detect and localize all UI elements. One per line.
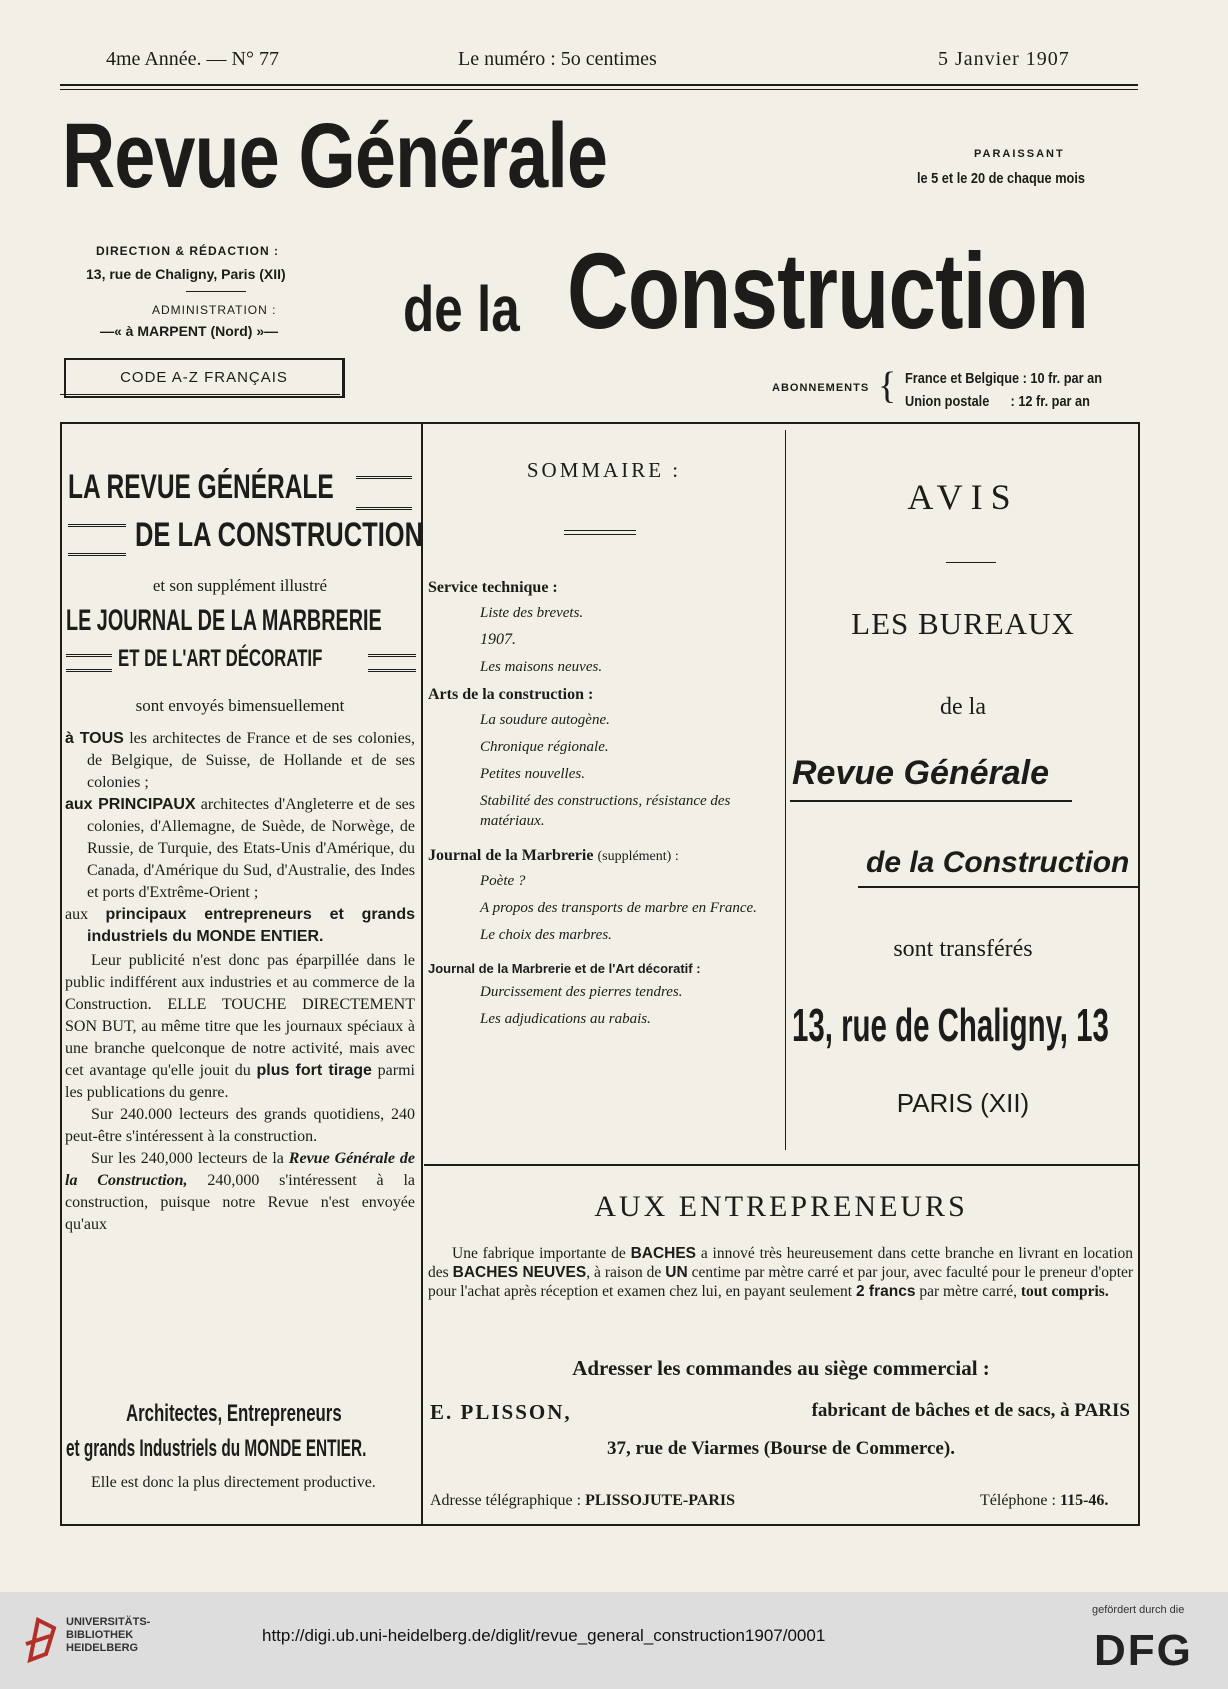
paragraph-lecteurs: Sur 240.000 lecteurs des grands quotidiens, 240 peut-être s'intéressent à la construction.: [65, 1106, 415, 1145]
library-name: UNIVERSITÄTS- BIBLIOTHEK HEIDELBERG: [66, 1616, 151, 1654]
direction-label: DIRECTION & RÉDACTION :: [96, 244, 279, 258]
notice-divider: [946, 562, 996, 563]
paragraph-entrepreneurs: aux principaux entrepreneurs et grands industriels du MONDE ENTIER.: [65, 906, 416, 945]
frame-bottom: [60, 1524, 1140, 1526]
frequency-label: PARAISSANT: [974, 148, 1065, 160]
contractors-top-rule: [424, 1164, 1138, 1166]
summary-section: Journal de la Marbrerie et de l'Art décoratif :: [428, 961, 701, 976]
contractors-title: AUX ENTREPRENEURS: [594, 1190, 968, 1223]
notice-underline: [858, 886, 1140, 888]
title-construction: Construction: [567, 230, 1089, 351]
admin-label: ADMINISTRATION :: [152, 303, 277, 317]
summary-title: SOMMAIRE :: [526, 458, 682, 482]
left-heading1: LA REVUE GÉNÉRALE: [68, 468, 334, 506]
ornament-rule: [66, 654, 112, 672]
paragraph-principaux: aux PRINCIPAUX architectes d'Angleterre et de ses colonies, d'Allemagne, de Suède, de Norwège, de Russie, de Turquie, des Etats-Unis d'Amérique, du Canada, d'Amérique du Sud, d'Australie, des Indes et ports d'Extrême-Orient ;: [65, 796, 416, 901]
summary-section: Service technique :: [428, 579, 558, 596]
left-body: [65, 728, 415, 1236]
frame-left: [60, 422, 62, 1526]
summary-entry: Les maisons neuves.: [480, 659, 603, 675]
summary-section: Arts de la construction :: [428, 686, 594, 703]
notice-address: 13, rue de Chaligny, 13: [792, 999, 1109, 1051]
telephone: Téléphone : 115-46.: [980, 1492, 1109, 1509]
notice-bureaux: LES BUREAUX: [851, 606, 1075, 641]
company-name: E. PLISSON,: [430, 1400, 572, 1424]
company-desc: fabricant de bâches et de sacs, à PARIS: [811, 1400, 1130, 1421]
journal-title: LE JOURNAL DE LA MARBRERIE: [66, 604, 382, 637]
summary-entry: Petites nouvelles.: [480, 766, 585, 782]
supplement-text: et son supplément illustré: [152, 576, 328, 595]
summary-entry: Durcissement des pierres tendres.: [480, 984, 683, 1000]
contractors-company: [430, 1400, 1130, 1425]
summary-entry: Poète ?: [480, 873, 526, 889]
summary-entry: A propos des transports de marbre en France.: [480, 900, 757, 916]
contractors-address: 37, rue de Viarmes (Bourse de Commerce).: [607, 1438, 955, 1459]
notice-paris: PARIS (XII): [896, 1088, 1030, 1118]
subscriptions-label: ABONNEMENTS: [772, 382, 870, 394]
summary-section: Journal de la Marbrerie (supplément) :: [428, 847, 679, 864]
summary-divider: [564, 530, 636, 531]
notice-transferes: sont transférés: [893, 936, 1033, 962]
col-divider-1: [421, 422, 423, 1526]
ornament-rule: [68, 524, 126, 556]
issue-price: Le numéro : 5o centimes: [458, 48, 657, 70]
summary-entry: Les adjudications au rabais.: [480, 1011, 651, 1027]
notice-revue: Revue Générale: [792, 754, 1050, 792]
journal-title2: ET DE L'ART DÉCORATIF: [118, 645, 323, 672]
summary-entry: Le choix des marbres.: [480, 927, 612, 943]
summary-list: [428, 570, 782, 1036]
library-logo-icon: [24, 1614, 50, 1650]
summary-entry: Chronique régionale.: [480, 739, 609, 755]
notice-underline: [790, 800, 1072, 802]
frequency: le 5 et le 20 de chaque mois: [917, 170, 1085, 187]
left-heading2: DE LA CONSTRUCTION: [135, 516, 424, 554]
telegraph: Adresse télégraphique : PLISSOJUTE-PARIS: [430, 1492, 736, 1509]
subscription-france: France et Belgique : 10 fr. par an: [905, 370, 1102, 387]
direction-address: 13, rue de Chaligny, Paris (XII): [86, 266, 286, 282]
notice-construction: de la Construction: [866, 846, 1130, 879]
sent-text: sont envoyés bimensuellement: [135, 696, 345, 715]
summary-entry: La soudure autogène.: [480, 712, 610, 728]
title-de-la: de la: [403, 273, 520, 345]
viewer-footer: [0, 1592, 1228, 1689]
closing-line2: et grands Industriels du MONDE ENTIER.: [66, 1435, 367, 1462]
summary-entry: 1907.: [480, 631, 516, 648]
sponsor-text: gefördert durch die: [1092, 1604, 1185, 1616]
code-label: CODE A-Z FRANÇAIS: [120, 369, 288, 386]
brace-icon: {: [878, 365, 897, 407]
summary-entry: Stabilité des constructions, résistance des matériaux.: [480, 793, 731, 829]
summary-entry: Liste des brevets.: [480, 605, 584, 621]
contractors-orders: Adresser les commandes au siège commercial :: [572, 1356, 990, 1380]
paragraph-tous: à TOUS les architectes de France et de ses colonies, de Belgique, de Suisse, de Hollande et de ses colonies ;: [65, 730, 416, 791]
paragraph-revue: Sur les 240,000 lecteurs de la Revue Générale de la Construction, 240,000 s'intéressent à la construction, puisque notre Revue n'est envoyée qu'aux: [65, 1150, 416, 1233]
code-box: [64, 358, 345, 398]
frame-right: [1138, 422, 1140, 1526]
title-line1: Revue Générale: [62, 105, 608, 207]
direction-divider: [186, 291, 246, 292]
subscription-union: Union postale : 12 fr. par an: [905, 393, 1090, 410]
notice-de-la: de la: [940, 694, 986, 720]
ornament-rule: [368, 654, 416, 672]
notice-title: AVIS: [907, 477, 1019, 517]
code-underline: [60, 394, 340, 395]
col-divider-2: [785, 430, 786, 1150]
body-top-rule: [60, 422, 1140, 424]
top-rule: [60, 84, 1138, 86]
ornament-rule: [356, 476, 412, 510]
summary-divider: [564, 534, 636, 535]
paragraph-publicite: Leur publicité n'est donc pas éparpillée dans le public indifférent aux industries et au commerce de la Construction. ELLE TOUCHE DIRECTEMENT SON BUT, au même titre que les journaux spéciaux à une branche quelconque de notre activité, mais avec cet avantage qu'elle jouit du plus fort tirage parmi les publications du genre.: [65, 952, 415, 1101]
admin-address: —« à MARPENT (Nord) »—: [100, 323, 279, 339]
top-rule-thin: [60, 89, 1138, 90]
closing-line1: Architectes, Entrepreneurs: [126, 1400, 342, 1427]
paragraph-productive: Elle est donc la plus directement productive.: [91, 1474, 376, 1491]
issue-date: 5 Janvier 1907: [938, 48, 1070, 70]
dfg-logo: DFG: [1094, 1626, 1193, 1675]
source-url-link[interactable]: http://digi.ub.uni-heidelberg.de/diglit/revue_general_construction1907/0001: [262, 1626, 826, 1645]
contractors-body: Une fabrique importante de BACHES a innové très heureusement dans cette branche en livrant en location des BACHES NEUVES, à raison de UN centime par mètre carré et par jour, avec faculté pour le preneur d'opter pour l'achat après réception et examen chez lui, en payant seulement 2 francs par mètre carré, tout compris.: [428, 1245, 1134, 1300]
issue-number: 4me Année. — N° 77: [106, 48, 279, 70]
